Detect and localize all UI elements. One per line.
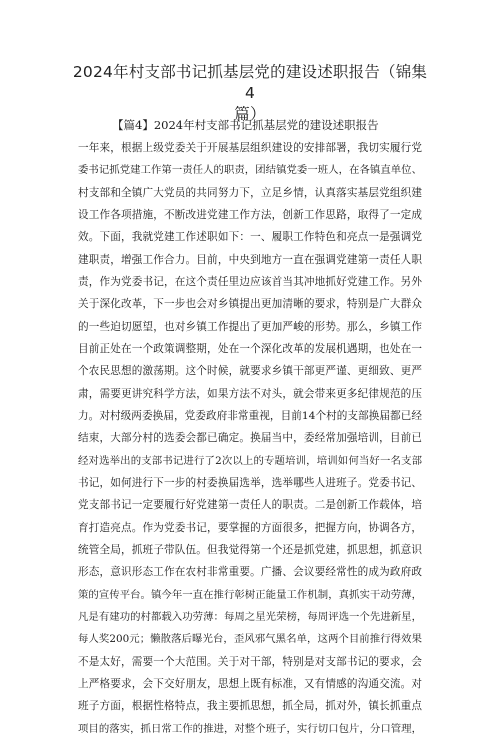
body-line: 力。对村级两委换届，党委政府非常重视，目前14个村的支部换届都已经 [78, 409, 422, 422]
body-line: 上严格要求，会下交好朋友，思想上既有标准，又有情感的沟通交流。对 [78, 677, 422, 690]
body-paragraph [78, 137, 422, 740]
body-line: 设工作各项措施，不断改进党建工作方法，创新工作思路，取得了一定成 [78, 208, 422, 221]
section-heading: 【篇4】2024年村支部书记抓基层党的建设述职报告 [112, 118, 379, 132]
body-line: 项目的落实，抓日常工作的推进，对整个班子，实行切口包片，分口管理， [78, 722, 422, 735]
body-line: 责，作为党委书记，在这个责任里边应该首当其冲地抓好党建工作。另外 [78, 275, 422, 288]
body-line: 每人奖200元；懒散落后曝光台，歪风邪气黑名单，这两个目前推行得效果 [78, 633, 422, 646]
document-title [70, 62, 430, 125]
body-line: 关于深化改革，下一步也会对乡镇提出更加清晰的要求，特别是广大群众 [78, 298, 422, 311]
body-line: 不是太好，需要一个大范围。关于对干部，特别是对支部书记的要求，会 [78, 655, 422, 668]
body-line: 策的宣传平台。镇今年一直在推行彰树正能量工作机制，真抓实干动劳薄， [78, 588, 422, 601]
body-line: 形态，意识形态工作在农村非常重要。广播、会议要经常性的成为政府政 [78, 566, 422, 579]
body-line: 凡是有建功的村都载入功劳薄：每周之星光荣榜，每周评选一个先进新星， [78, 610, 422, 623]
body-line: 建职责，增强工作合力。目前，中央到地方一直在强调党建第一责任人职 [78, 253, 422, 266]
body-line: 肃，需要更讲究科学方法，如果方法不对头，就会带来更多纪律规范的压 [78, 387, 422, 400]
body-line: 党支部书记一定要履行好党建第一责任人的职责。二是创新工作载体，培 [78, 499, 422, 512]
body-line: 个农民思想的激荡期。这个时候，就要求乡镇干部更严谨、更细致、更严 [78, 365, 422, 378]
body-line: 效。下面，我就党建工作述职如下：一、履职工作特色和亮点一是强调党 [78, 231, 422, 244]
body-line: 育打造亮点。作为党委书记，要掌握的方面很多，把握方向，协调各方， [78, 521, 422, 534]
body-line: 村支部和全镇广大党员的共同努力下，立足乡情，认真落实基层党组织建 [78, 186, 422, 199]
body-line: 一年来，根据上级党委关于开展基层组织建设的安排部署，我切实履行党 [78, 142, 422, 154]
document-title-line-2: 篇） [234, 105, 266, 123]
body-line: 书记，如何进行下一步的村委换届选举，选举哪些人进班子。党委书记、 [78, 476, 422, 489]
body-line: 目前正处在一个政策调整期，处在一个深化改革的发展机遇期，也处在一 [78, 342, 422, 355]
body-line: 班子方面，根据性格特点，我主要抓思想，抓全局，抓对外，镇长抓重点 [78, 700, 422, 713]
body-line: 结束，大部分村的选委会都已确定。换届当中，委经常加强培训，目前已 [78, 432, 422, 445]
document-title-line-1: 2024年村支部书记抓基层党的建设述职报告（锦集4 [72, 63, 428, 102]
body-line: 的一些迫切愿望，也对乡镇工作提出了更加严峻的形势。那么，乡镇工作 [78, 320, 422, 333]
body-line: 委书记抓党建工作第一责任人的职责，团结镇党委一班人，在各镇直单位、 [78, 164, 422, 177]
body-line: 经对选举出的支部书记进行了2次以上的专题培训，培训如何当好一名支部 [78, 454, 422, 467]
body-line: 统管全局，抓班子带队伍。但我觉得第一个还是抓党建，抓思想，抓意识 [78, 543, 422, 556]
